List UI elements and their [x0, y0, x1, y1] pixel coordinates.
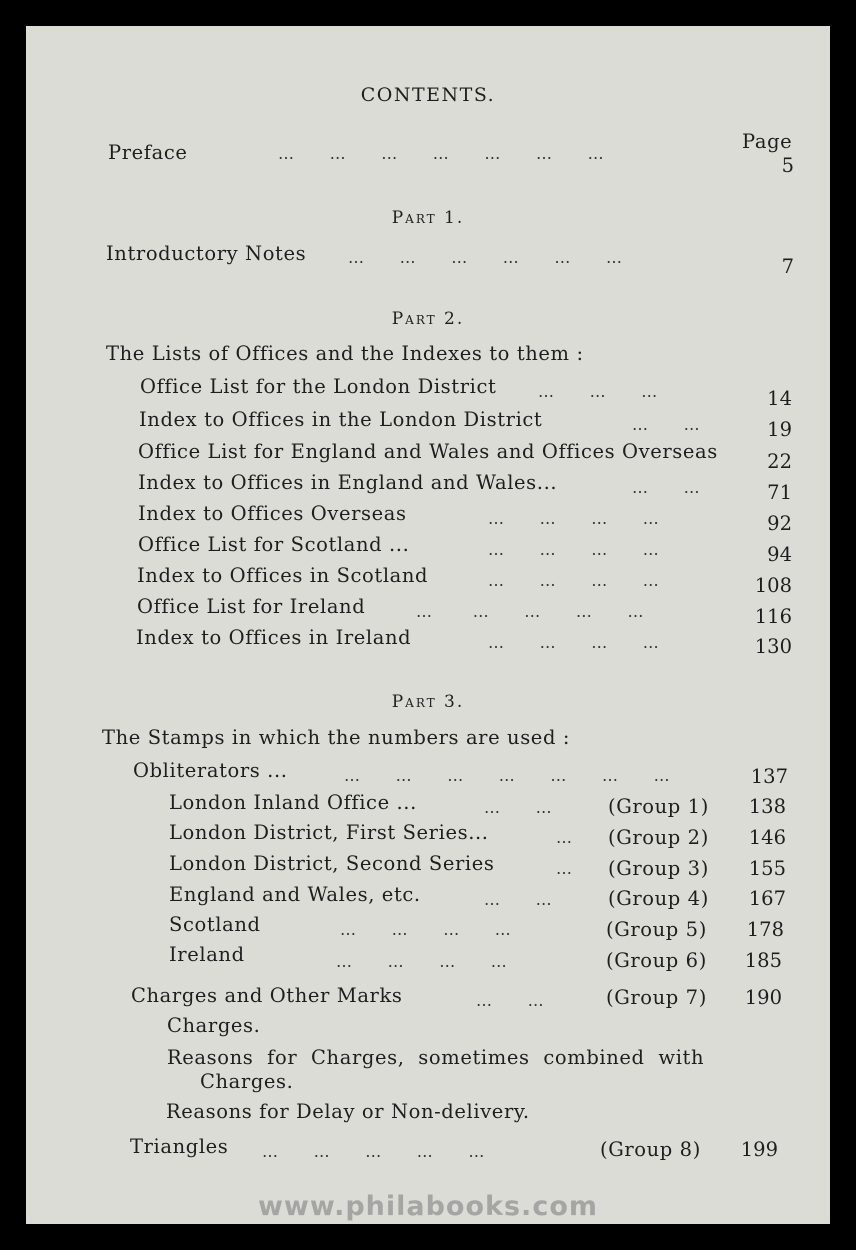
leader-dots: … … … … [488, 540, 659, 559]
entry-label: Index to Offices in Ireland [136, 626, 412, 649]
leader-dots: … … … … [488, 571, 659, 590]
entry-page: 94 [767, 543, 792, 566]
group-page: 146 [748, 826, 786, 849]
charges-label: Charges and Other Marks [131, 984, 403, 1007]
charges-sub-item: Charges. [200, 1070, 294, 1093]
group-label: England and Wales, etc. [169, 883, 421, 906]
group-page: 178 [746, 918, 784, 941]
obliterators-page: 137 [750, 765, 788, 788]
preface-page: 5 [781, 154, 794, 177]
leader-dots: … … … … … … [348, 248, 623, 267]
group-number: (Group 2) [608, 826, 709, 849]
watermark: www.philabooks.com [257, 1191, 599, 1222]
entry-label: Index to Offices Overseas [138, 502, 407, 525]
entry-page: 108 [754, 574, 792, 597]
page-title: CONTENTS. [360, 84, 496, 106]
entry-page: 116 [754, 605, 792, 628]
entry-label: Office List for England and Wales and Offices Overseas [138, 440, 718, 463]
group-label: London District, Second Series [169, 852, 495, 875]
group-number: (Group 1) [608, 795, 709, 818]
charges-page: 190 [744, 986, 782, 1009]
part-3-heading: Part 3. [391, 692, 465, 712]
leader-dots: … [556, 859, 572, 878]
leader-dots: … … … … [488, 509, 659, 528]
entry-page: 7 [781, 255, 794, 278]
leader-dots: … [556, 828, 572, 847]
group-page: 155 [748, 857, 786, 880]
triangles-page: 199 [740, 1138, 778, 1161]
part-2-intro: The Lists of Offices and the Indexes to them : [106, 342, 584, 365]
entry-label: Index to Offices in the London District [139, 408, 543, 431]
group-number: (Group 3) [608, 857, 709, 880]
leader-dots: … … … … … [416, 602, 644, 621]
charges-sub-item: Reasons for Charges, sometimes combined with [167, 1046, 705, 1069]
triangles-label: Triangles [130, 1135, 229, 1158]
page-column-header: Page [742, 130, 793, 153]
entry-label: Office List for Scotland ... [138, 533, 410, 556]
leader-dots: … … … … [336, 952, 507, 971]
preface-label: Preface [108, 141, 188, 164]
leader-dots: … … … … … … … [278, 144, 604, 163]
leader-dots: … … [484, 798, 552, 817]
group-label: London Inland Office ... [169, 791, 417, 814]
group-label: Scotland [169, 913, 261, 936]
entry-page: 92 [767, 512, 792, 535]
leader-dots: … … [632, 478, 700, 497]
group-label: London District, First Series... [169, 821, 489, 844]
group-number: (Group 4) [608, 887, 709, 910]
part-3-intro: The Stamps in which the numbers are used : [102, 726, 570, 749]
leader-dots: … … [484, 890, 552, 909]
part-1-heading: Part 1. [391, 208, 465, 228]
leader-dots: … … [476, 991, 544, 1010]
leader-dots: … … … … … [262, 1142, 485, 1161]
entry-page: 71 [767, 481, 792, 504]
group-page: 138 [748, 795, 786, 818]
entry-page: 22 [767, 450, 792, 473]
group-number: (Group 5) [606, 918, 707, 941]
entry-label: Office List for Ireland [137, 595, 366, 618]
entry-label: Introductory Notes [106, 242, 307, 265]
leader-dots: … … … … … … … [344, 766, 670, 785]
group-page: 185 [744, 949, 782, 972]
obliterators-label: Obliterators ... [133, 759, 288, 782]
book-page [26, 26, 830, 1224]
entry-label: Index to Offices in Scotland [137, 564, 429, 587]
group-number: (Group 8) [600, 1138, 701, 1161]
entry-page: 19 [767, 418, 792, 441]
charges-sub-item: Charges. [167, 1014, 261, 1037]
entry-label: Office List for the London District [140, 375, 497, 398]
entry-label: Index to Offices in England and Wales... [138, 471, 558, 494]
group-label: Ireland [169, 943, 245, 966]
leader-dots: … … … … [488, 633, 659, 652]
leader-dots: … … … [538, 382, 658, 401]
entry-page: 130 [754, 635, 792, 658]
group-page: 167 [748, 887, 786, 910]
charges-sub-item: Reasons for Delay or Non-delivery. [166, 1100, 530, 1123]
group-number: (Group 7) [606, 986, 707, 1009]
group-number: (Group 6) [606, 949, 707, 972]
entry-page: 14 [767, 387, 792, 410]
part-2-heading: Part 2. [391, 309, 465, 329]
leader-dots: … … … … [340, 920, 511, 939]
leader-dots: … … [632, 415, 700, 434]
